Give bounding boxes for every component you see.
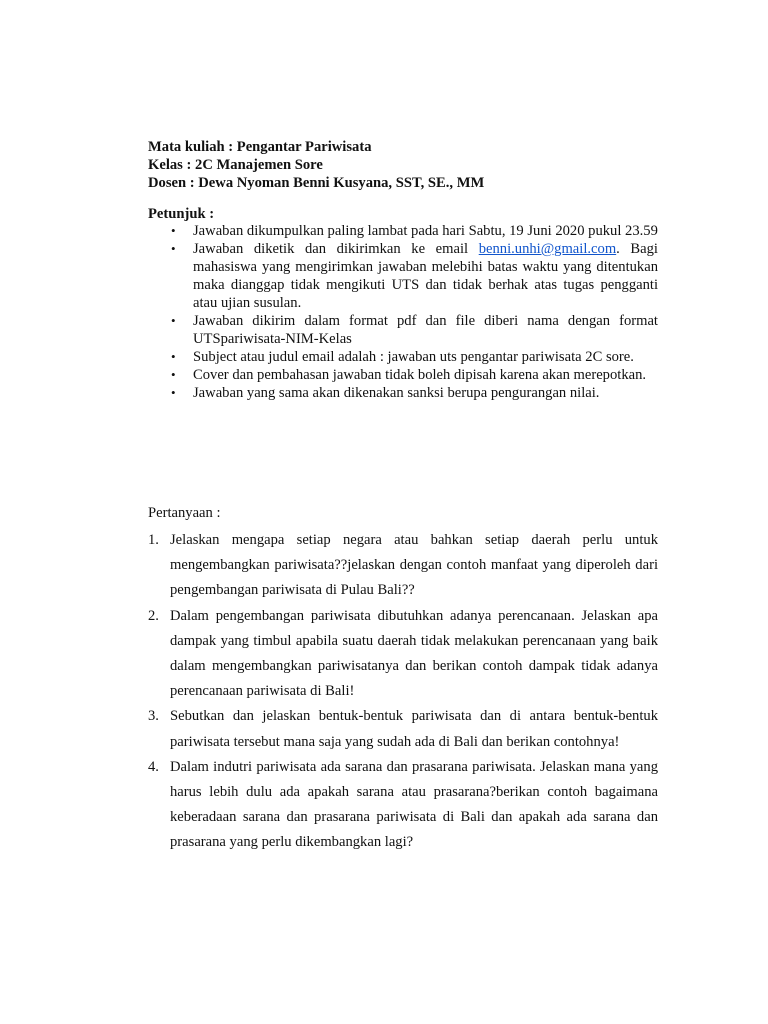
question-item — [148, 755, 658, 856]
question-item — [148, 704, 658, 754]
bullet-icon: • — [171, 349, 176, 364]
list-item — [148, 240, 658, 312]
instructions-list — [148, 222, 658, 402]
email-link[interactable]: benni.unhi@gmail.com — [478, 241, 617, 257]
lecturer-name: Dosen : Dewa Nyoman Benni Kusyana, SST, SE., MM — [148, 175, 485, 191]
list-item — [148, 348, 658, 366]
course-header — [148, 138, 668, 192]
question-text: Sebutkan dan jelaskan bentuk-bentuk pariwisata dan di antara bentuk-bentuk pariwisata tersebut mana saja yang sudah ada di Bali dan berikan contohnya! — [170, 708, 658, 750]
question-text: Dalam indutri pariwisata ada sarana dan prasarana pariwisata. Jelaskan mana yang harus lebih dulu ada apakah sarana atau prasarana?berikan contoh bagaimana keberadaan sarana dan prasarana pariwisata di Bali dan apakah ada sarana dan prasarana yang perlu dikembangkan lagi? — [170, 758, 658, 851]
instruction-text-after-email: . Bagi mahasiswa yang mengirimkan jawaban melebihi batas waktu yang ditentukan maka dianggap tidak mengikuti UTS dan tidak berhak atas tugas pengganti atau ujian susulan. — [193, 241, 658, 311]
question-number: 3. — [148, 708, 159, 725]
course-name: Mata kuliah : Pengantar Pariwisata — [148, 139, 372, 155]
instruction-text: Jawaban yang sama akan dikenakan sanksi berupa pengurangan nilai. — [193, 385, 600, 401]
question-item — [148, 528, 658, 604]
questions-title: Pertanyaan : — [148, 505, 221, 521]
question-number: 2. — [148, 607, 159, 624]
bullet-icon: • — [171, 223, 176, 238]
instruction-text: Subject atau judul email adalah : jawaban uts pengantar pariwisata 2C sore. — [193, 349, 634, 365]
question-number: 1. — [148, 532, 159, 548]
bullet-icon: • — [171, 241, 176, 256]
question-text: Dalam pengembangan pariwisata dibutuhkan adanya perencanaan. Jelaskan apa dampak yang timbul apabila suatu daerah tidak melakukan perencanaan yang baik dalam mengembangkan pariwisatanya dan berikan contoh dampak tidak adanya perencanaan pariwisata di Bali! — [170, 607, 658, 700]
list-item — [148, 366, 658, 384]
bullet-icon: • — [171, 313, 176, 328]
list-item — [148, 222, 658, 240]
instructions-title: Petunjuk : — [148, 206, 215, 222]
instruction-text: Jawaban dikirim dalam format pdf dan file diberi nama dengan format UTSpariwisata-NIM-Kelas — [193, 313, 658, 347]
instruction-text: Jawaban dikumpulkan paling lambat pada hari Sabtu, 19 Juni 2020 pukul 23.59 — [193, 223, 658, 239]
list-item — [148, 312, 658, 348]
instruction-text: Cover dan pembahasan jawaban tidak boleh dipisah karena akan merepotkan. — [193, 367, 647, 383]
list-item — [148, 384, 658, 402]
question-text: Jelaskan mengapa setiap negara atau bahkan setiap daerah perlu untuk mengembangkan pariwisata??jelaskan dengan contoh manfaat yang diperoleh dari pengembangan pariwisata di Pulau Bali?? — [170, 532, 658, 599]
bullet-icon: • — [171, 367, 176, 382]
bullet-icon: • — [171, 385, 176, 400]
questions-list — [148, 528, 658, 856]
question-item — [148, 604, 658, 705]
instruction-text-before-email: Jawaban diketik dan dikirimkan ke email — [193, 241, 479, 257]
question-number: 4. — [148, 758, 159, 775]
class-name: Kelas : 2C Manajemen Sore — [148, 157, 323, 173]
